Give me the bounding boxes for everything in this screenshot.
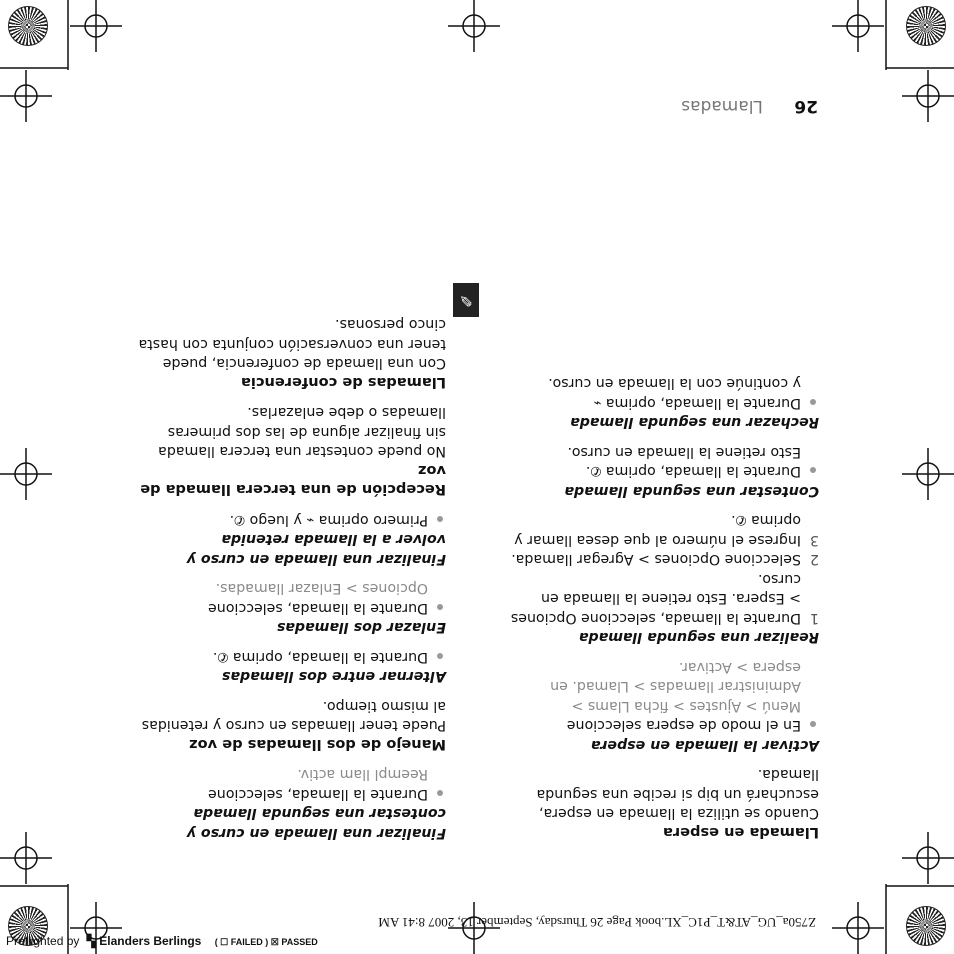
crosshair-icon	[0, 70, 52, 122]
numbered-step: 1 Durante la llamada, seleccione Opciones > Espera. Esto retiene la llamada en curso.	[510, 571, 819, 626]
section-title: Llamadas	[681, 96, 763, 116]
paragraph-text: No puede contestar una tercera llamada sin finalizar alguna de las dos primeras llamadas o debe enlazarlas.	[158, 404, 446, 460]
crosshair-icon	[902, 448, 954, 500]
crosshair-icon	[0, 448, 52, 500]
paragraph-text: Con una llamada de conferencia, puede tener una conversación conjunta con hasta cinco personas.	[138, 316, 446, 372]
heading-tercera: Recepción de una tercera llamada de voz	[140, 462, 446, 499]
subheading-activar: Activar la llamada en espera	[590, 737, 819, 753]
list-item: Primero oprima ⌁ y luego ✆.	[136, 510, 446, 530]
phone-end-icon: ⌁	[593, 395, 602, 410]
list-item: Durante la llamada, oprima ✆.	[136, 647, 446, 667]
numbered-step: 2 Seleccione Opciones > Agregar llamada.	[511, 551, 819, 568]
preflight-stamp: Preflighted by ▚ Elanders Berlings ( ☐ FAILED ) ☒ PASSED	[6, 934, 318, 948]
crosshair-icon	[448, 0, 500, 52]
subheading-finalizar-volver: Finalizar una llamada en curso y volver a la llamada retenida	[186, 531, 446, 567]
phone-call-icon: ✆	[735, 512, 747, 528]
phone-end-icon: ⌁	[306, 512, 315, 527]
crosshair-icon	[832, 902, 884, 954]
subheading-contestar: Contestar una segunda llamada	[564, 483, 819, 499]
brand-logo: ▚ Elanders Berlings	[86, 934, 202, 948]
heading-llamada-en-espera: Llamada en espera	[663, 824, 819, 841]
paragraph-text: Esto retiene la llamada en curso.	[567, 444, 801, 460]
paragraph-text: Cuando se utiliza la llamada en espera, escuchará un bip si recibe una segunda llamada.	[536, 766, 819, 822]
list-item: Durante la llamada, seleccione Opciones > Enlazar llamadas.	[136, 578, 446, 617]
crosshair-icon	[832, 0, 884, 52]
list-item: En el modo de espera seleccione Menú > Ajustes > ficha Llams > Administrar llamadas > Llamad. en espera > Activar.	[499, 657, 819, 735]
color-rosette-icon	[906, 6, 946, 46]
crosshair-icon	[0, 832, 52, 884]
list-item: Durante la llamada, seleccione Reempl llam activ.	[136, 764, 446, 803]
paragraph-text: Puede tener llamadas en curso y retenidas al mismo tiempo.	[141, 698, 446, 734]
numbered-step: 3 Ingrese el número al que desea llamar y oprima ✆.	[499, 510, 819, 549]
failed-label: FAILED	[230, 937, 263, 947]
list-item: Durante la llamada, oprima ✆.	[499, 461, 819, 481]
heading-manejo: Manejo de dos llamadas de voz	[189, 736, 446, 753]
heading-conferencia: Llamadas de conferencia	[241, 374, 446, 391]
color-rosette-icon	[8, 6, 48, 46]
crosshair-icon	[902, 70, 954, 122]
page-number: 26	[794, 96, 818, 116]
color-rosette-icon	[906, 906, 946, 946]
print-slug: Z750a_UG_AT&T_P1C_XL.book Page 26 Thursday, September 13, 2007 8:41 AM	[378, 915, 816, 930]
subheading-rechazar: Rechazar una segunda llamada	[570, 414, 819, 431]
list-item: Durante la llamada, oprima ⌁ y continúe con la llamada en curso.	[499, 373, 819, 412]
phone-call-icon: ✆	[590, 463, 602, 479]
note-icon: ✎	[453, 283, 479, 317]
phone-call-icon: ✆	[217, 649, 229, 664]
passed-label: PASSED	[281, 937, 318, 947]
subheading-realizar: Realizar una segunda llamada	[578, 629, 819, 646]
subheading-alternar: Alternar entre dos llamadas	[221, 668, 446, 685]
crosshair-icon	[70, 0, 122, 52]
crosshair-icon	[902, 832, 954, 884]
subheading-enlazar: Enlazar dos llamadas	[276, 619, 446, 636]
phone-call-icon: ✆	[234, 512, 246, 527]
preflight-label: Preflighted by	[6, 934, 80, 948]
subheading-finalizar-contestar: Finalizar una llamada en curso y contestar una segunda llamada	[186, 805, 446, 841]
